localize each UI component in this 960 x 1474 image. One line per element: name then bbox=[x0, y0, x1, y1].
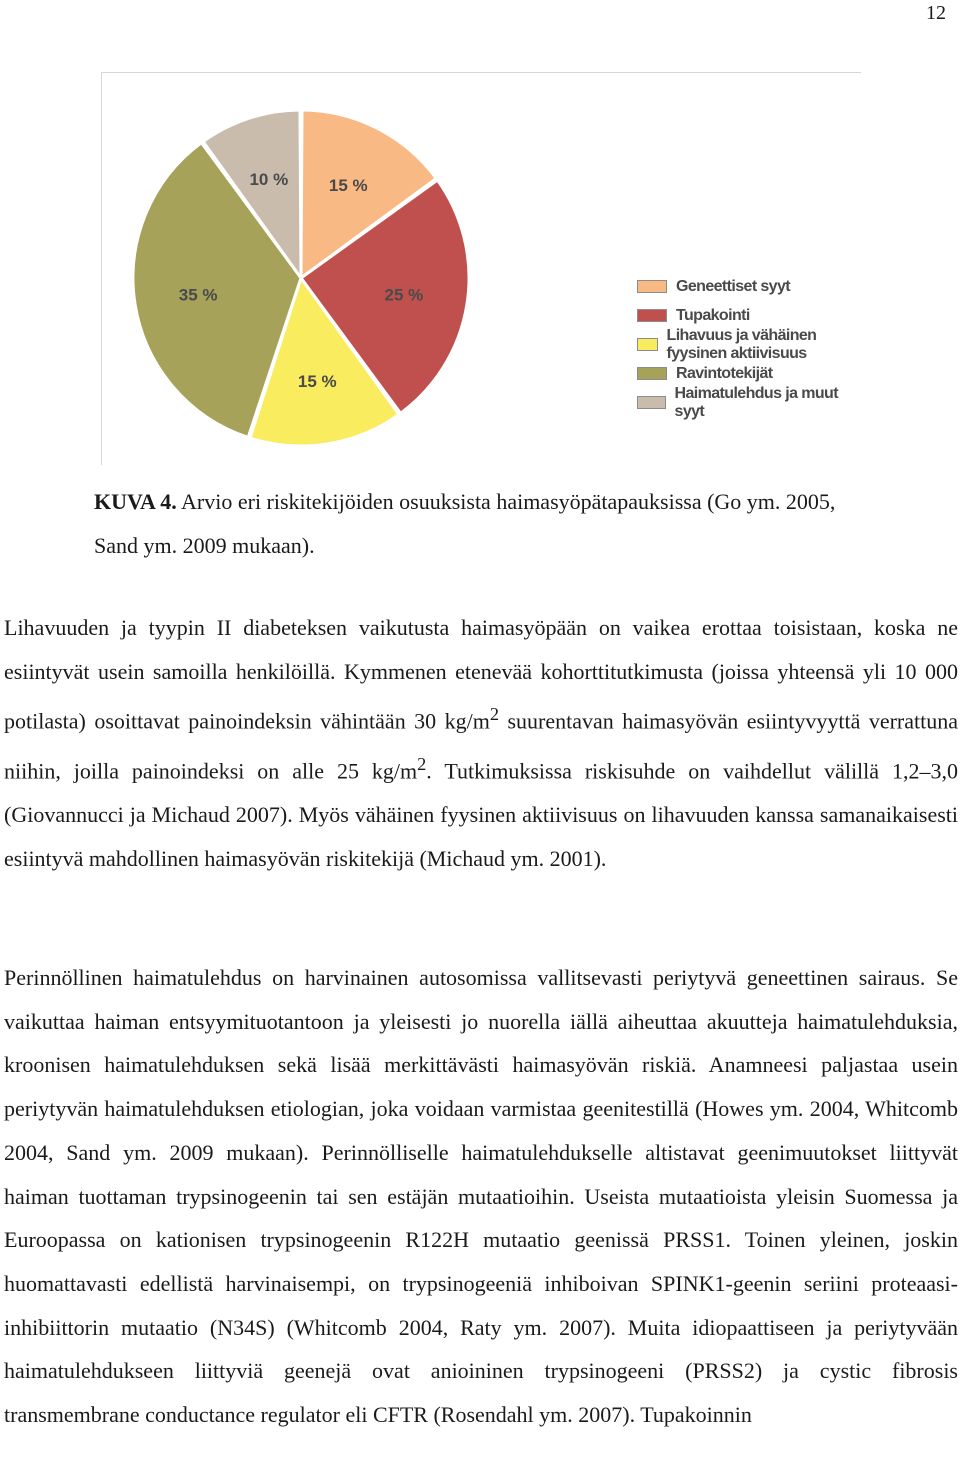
legend-item bbox=[637, 272, 861, 301]
legend-swatch bbox=[637, 280, 667, 293]
legend-swatch bbox=[637, 309, 667, 322]
slice-label: 25 % bbox=[384, 285, 424, 305]
legend-swatch bbox=[637, 396, 666, 409]
superscript: 2 bbox=[417, 754, 427, 775]
caption-label: KUVA 4. bbox=[94, 489, 177, 514]
legend-label: Lihavuus ja vähäinen fyysinen aktiivisuus bbox=[666, 326, 817, 362]
paragraph-text: suurentavan haimasyövän esiintyvyyttä verrattuna niihin, joilla painoindeksi on alle 25 kg/m bbox=[4, 708, 958, 784]
legend-item bbox=[637, 384, 861, 420]
legend-label: Haimatulehdus ja muut syyt bbox=[674, 384, 838, 420]
slice-label: 35 % bbox=[178, 285, 218, 305]
slice-label: 10 % bbox=[249, 169, 289, 189]
superscript: 2 bbox=[489, 704, 499, 725]
legend-label: Geneettiset syyt bbox=[676, 277, 791, 295]
slice-label: 15 % bbox=[297, 371, 337, 391]
legend-item bbox=[637, 326, 861, 362]
paragraph-text: . Tutkimuksissa riskisuhde on vaihdellut välillä 1,2–3,0 (Giovannucci ja Michaud 2007). Myös vähäinen fyysinen aktiivisuus on lihavuuden kanssa samanaikaisesti esiintyvä mahdollinen haimasyövän riskitekijä (Michaud ym. 2001). bbox=[4, 758, 958, 872]
legend-label: Ravintotekijät bbox=[676, 364, 773, 382]
legend-swatch bbox=[637, 338, 658, 351]
paragraph bbox=[4, 606, 958, 881]
page-number: 12 bbox=[926, 2, 946, 24]
legend-swatch bbox=[637, 367, 667, 380]
figure bbox=[101, 72, 861, 465]
slice-label: 15 % bbox=[328, 176, 368, 196]
chart-legend bbox=[637, 272, 861, 420]
figure-caption bbox=[94, 480, 874, 568]
caption-text: Arvio eri riskitekijöiden osuuksista haimasyöpätapauksissa (Go ym. 2005, Sand ym. 2009 mukaan). bbox=[94, 489, 836, 558]
paragraph-text: Lihavuuden ja tyypin II diabeteksen vaikutusta haimasyöpään on vaikea erottaa toisistaan, koska ne esiintyvät usein samoilla henkilöillä. Kymmenen etenevää kohorttitutkimusta (joissa yhteensä yli 10 000 potilasta) osoittavat painoindeksin vähintään 30 kg/m bbox=[4, 615, 958, 734]
legend-label: Tupakointi bbox=[676, 306, 750, 324]
paragraph: Perinnöllinen haimatulehdus on harvinainen autosomissa vallitsevasti periytyvä geneettinen sairaus. Se vaikuttaa haiman entsyymituotantoon ja yleisesti jo nuorella iällä aiheuttaa akuutteja haimatulehduksia, kroonisen haimatulehduksen sekä lisää merkittävästi haimasyövän riskiä. Anamneesi paljastaa usein periytyvän haimatulehduksen etiologian, joka voidaan varmistaa geenitestillä (Howes ym. 2004, Whitcomb 2004, Sand ym. 2009 mukaan). Perinnölliselle haimatulehdukselle altistavat geenimuutokset liittyvät haiman tuottaman trypsinogeenin tai sen estäjän mutaatioihin. Useista mutaatioista yleisin Suomessa ja Euroopassa on kationisen trypsinogeenin R122H mutaatio geenissä PRSS1. Toinen yleinen, joskin huomattavasti edellistä harvinaisempi, on trypsinogeeniä inhiboivan SPINK1-geenin seriini proteaasi-inhibiittorin mutaatio (N34S) (Whitcomb 2004, Raty ym. 2007). Muita idiopaattiseen ja periytyvään haimatulehdukseen liittyviä geenejä ovat anioininen trypsinogeeni (PRSS2) ja cystic fibrosis transmembrane conductance regulator eli CFTR (Rosendahl ym. 2007). Tupakoinnin bbox=[4, 965, 958, 1428]
